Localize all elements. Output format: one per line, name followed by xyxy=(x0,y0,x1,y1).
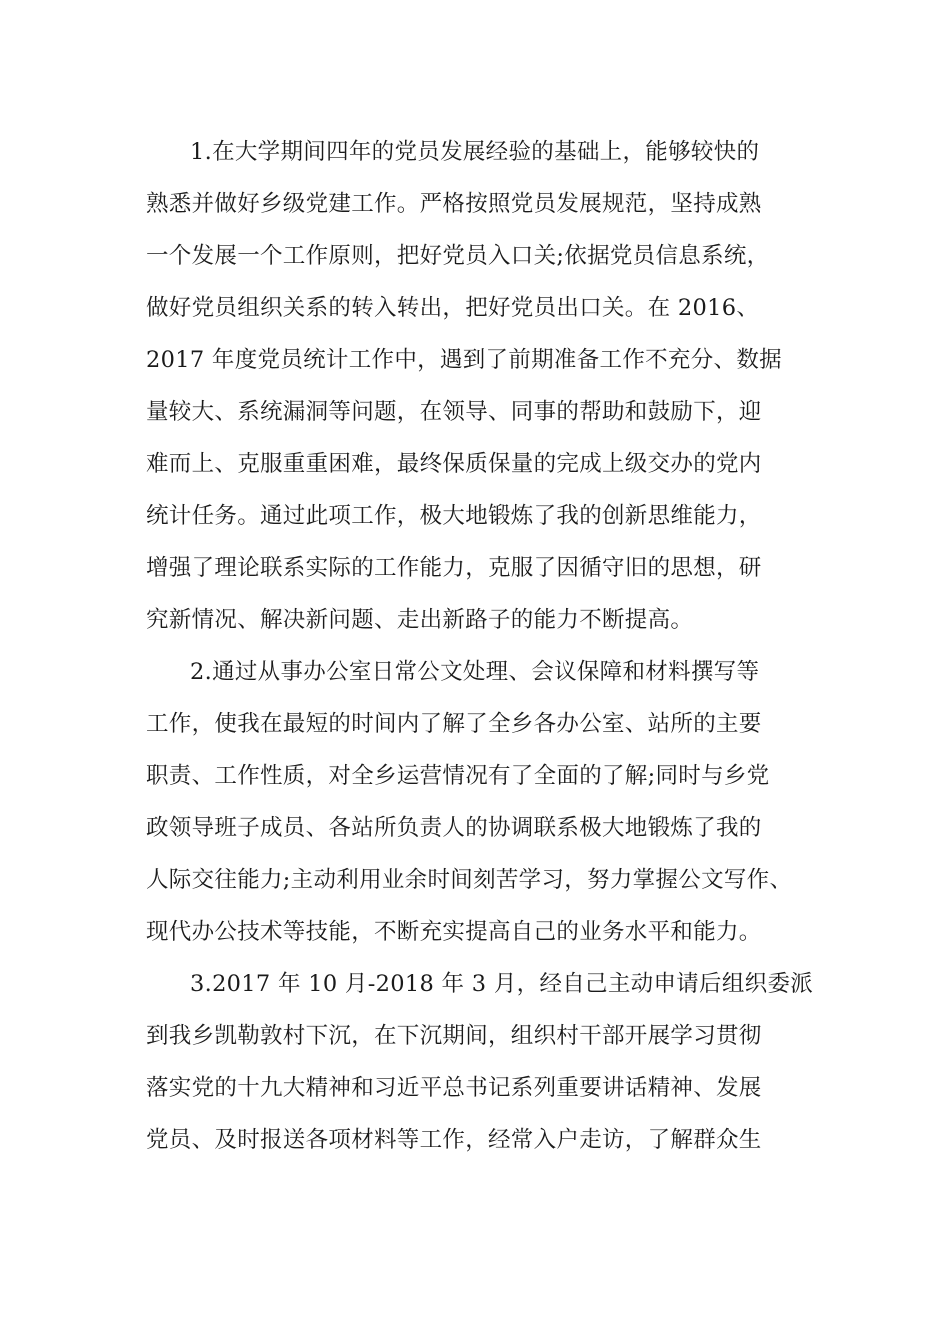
paragraph-2-line-3: 职责、工作性质，对全乡运营情况有了全面的了解;同时与乡党 xyxy=(146,763,770,789)
paragraph-3-line-2: 到我乡凯勒敦村下沉，在下沉期间，组织村干部开展学习贯彻 xyxy=(146,1023,762,1049)
paragraph-1-line-6: 量较大、系统漏洞等问题，在领导、同事的帮助和鼓励下，迎 xyxy=(146,399,762,425)
paragraph-2-line-1: 2.通过从事办公室日常公文处理、会议保障和材料撰写等 xyxy=(190,659,760,685)
paragraph-2-line-4: 政领导班子成员、各站所负责人的协调联系极大地锻炼了我的 xyxy=(146,815,762,841)
paragraph-2-line-6: 现代办公技术等技能，不断充实提高自己的业务水平和能力。 xyxy=(146,919,762,945)
paragraph-1-line-7: 难而上、克服重重困难，最终保质保量的完成上级交办的党内 xyxy=(146,451,762,477)
paragraph-3-line-3: 落实党的十九大精神和习近平总书记系列重要讲话精神、发展 xyxy=(146,1075,762,1101)
paragraph-2-line-5: 人际交往能力;主动利用业余时间刻苦学习，努力掌握公文写作、 xyxy=(146,867,793,893)
paragraph-1-line-3: 一个发展一个工作原则，把好党员入口关;依据党员信息系统， xyxy=(146,243,770,269)
paragraph-3-line-1: 3.2017 年 10 月-2018 年 3 月，经自己主动申请后组织委派 xyxy=(190,971,814,997)
paragraph-1-line-9: 增强了理论联系实际的工作能力，克服了因循守旧的思想，研 xyxy=(146,555,762,581)
paragraph-1-line-2: 熟悉并做好乡级党建工作。严格按照党员发展规范，坚持成熟 xyxy=(146,191,762,217)
paragraph-3-line-4: 党员、及时报送各项材料等工作，经常入户走访，了解群众生 xyxy=(146,1127,762,1153)
paragraph-2-line-2: 工作，使我在最短的时间内了解了全乡各办公室、站所的主要 xyxy=(146,711,762,737)
paragraph-1-line-8: 统计任务。通过此项工作，极大地锻炼了我的创新思维能力， xyxy=(146,503,762,529)
paragraph-1-line-10: 究新情况、解决新问题、走出新路子的能力不断提高。 xyxy=(146,607,694,633)
paragraph-1-line-1: 1.在大学期间四年的党员发展经验的基础上，能够较快的 xyxy=(190,139,760,165)
paragraph-1-line-4: 做好党员组织关系的转入转出，把好党员出口关。在 2016、 xyxy=(146,295,760,321)
paragraph-1-line-5: 2017 年度党员统计工作中，遇到了前期准备工作不充分、数据 xyxy=(146,347,782,373)
